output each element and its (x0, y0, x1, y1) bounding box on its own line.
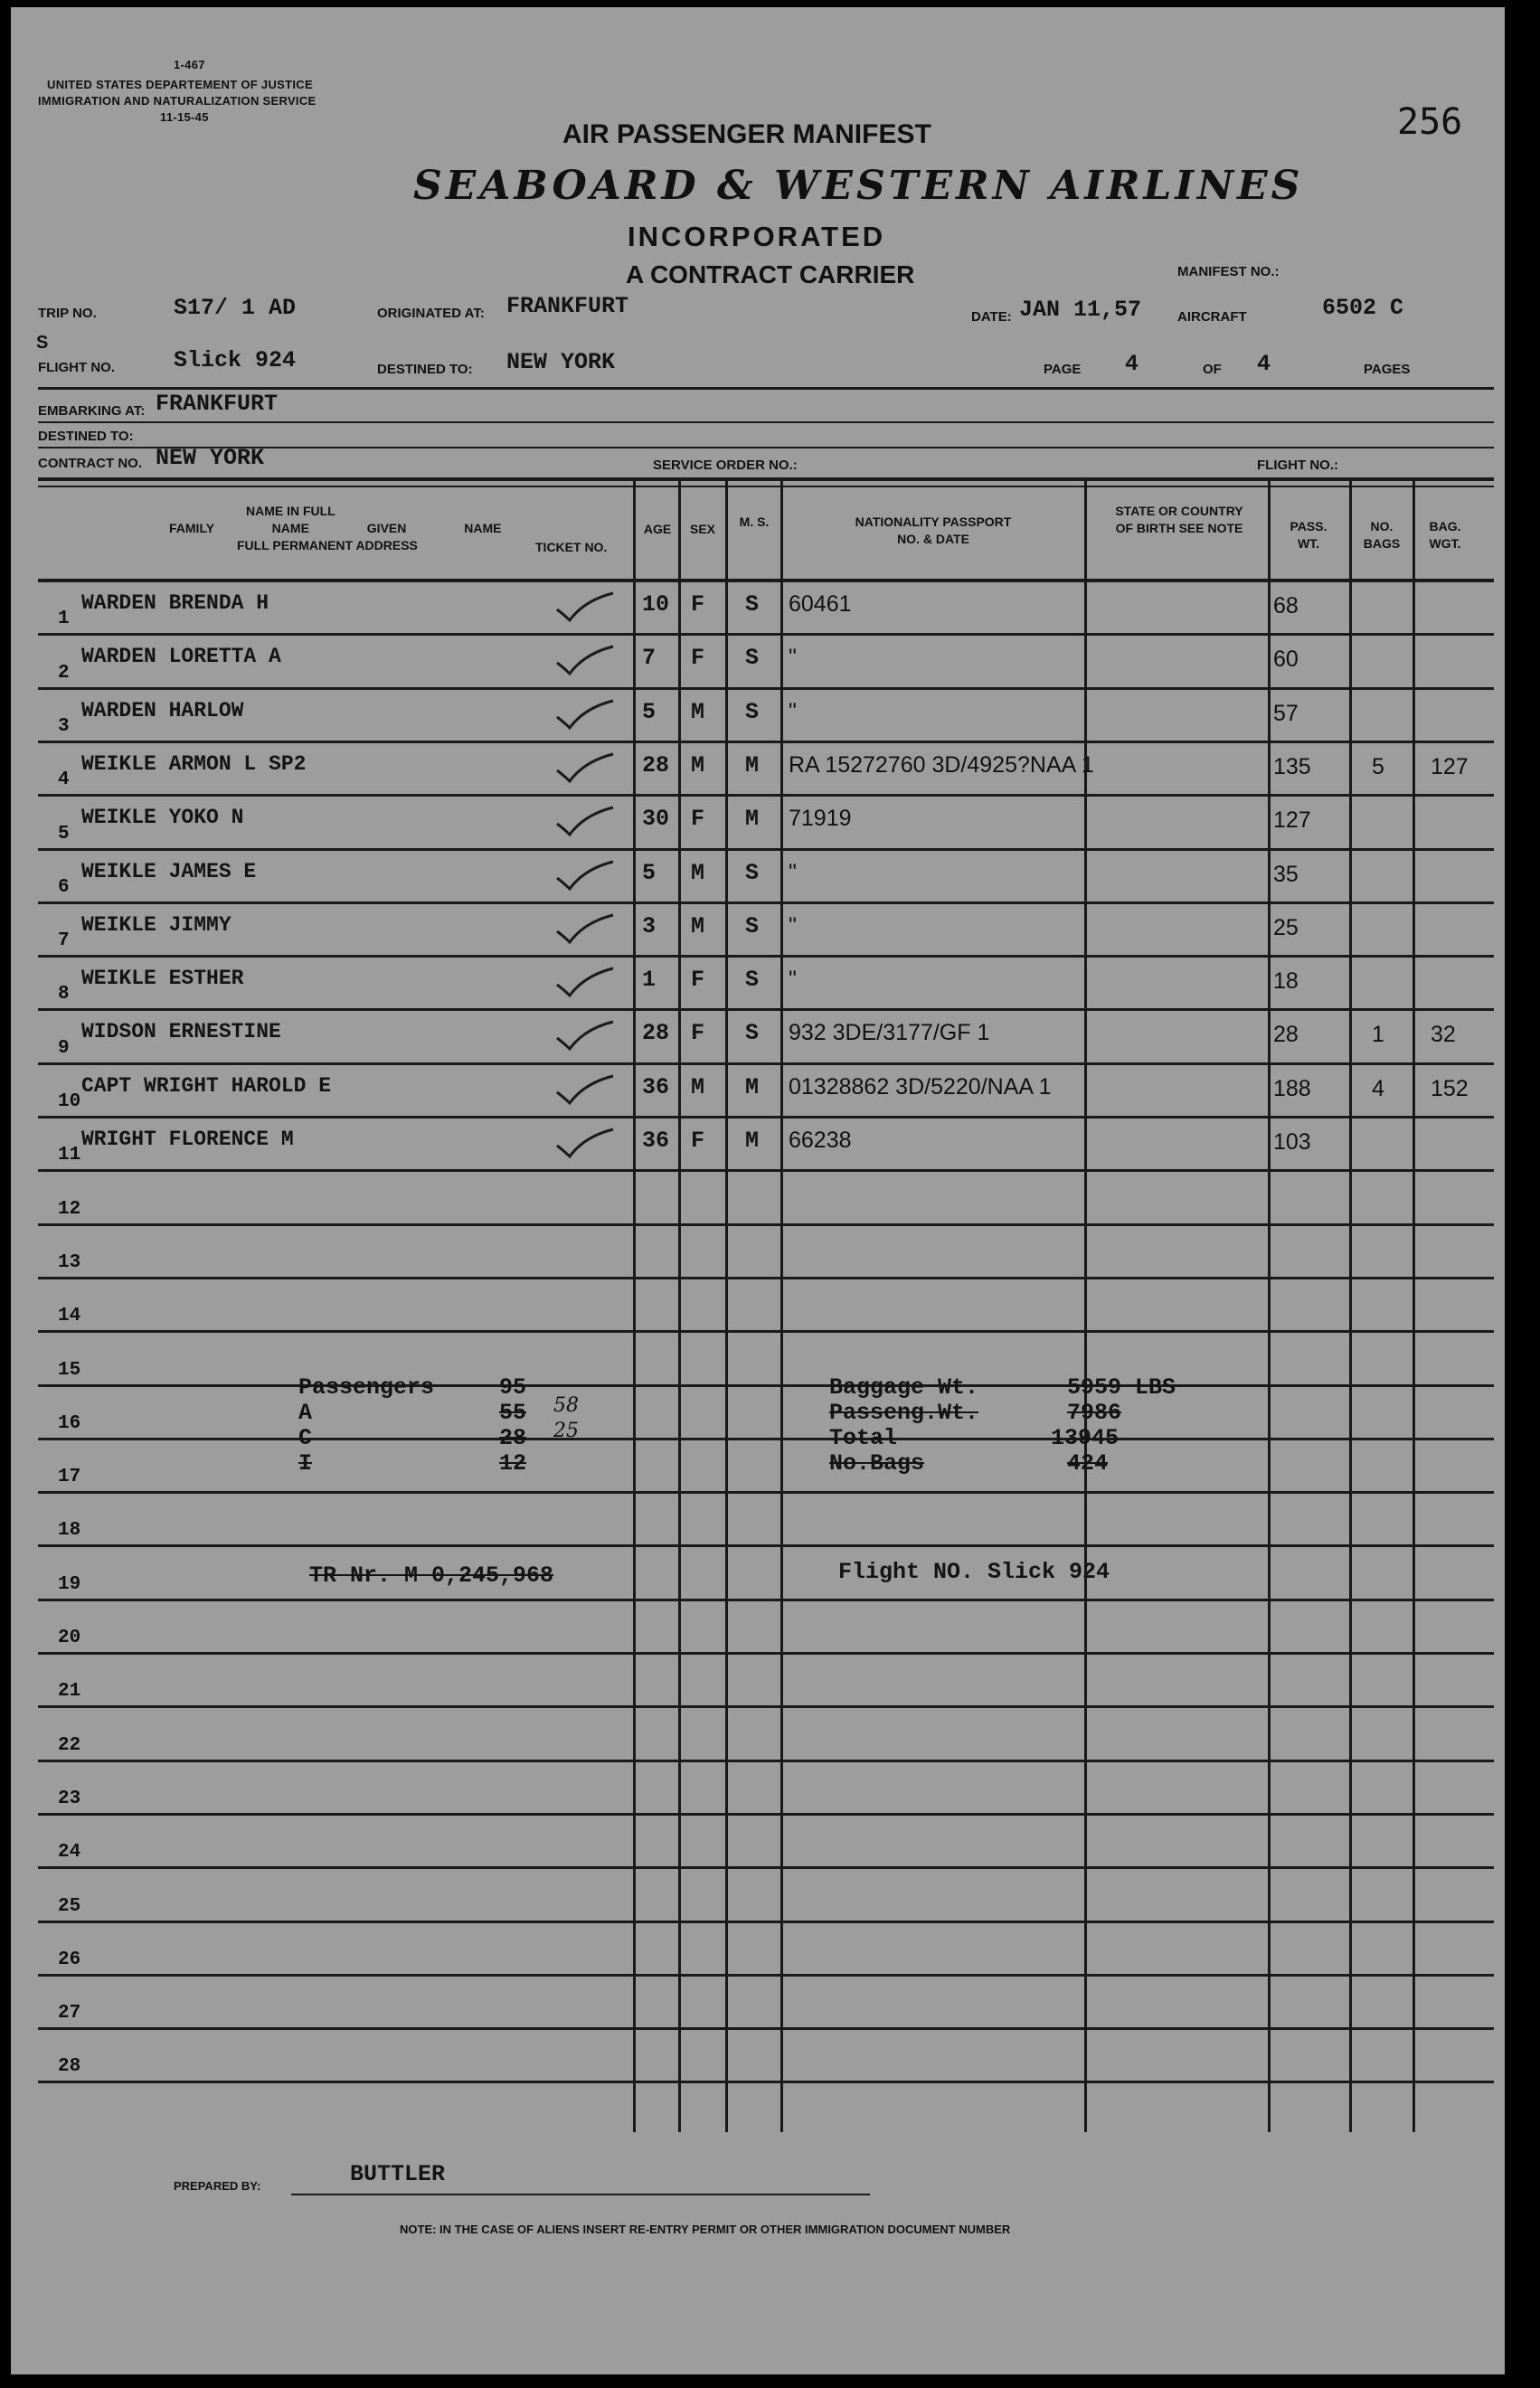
originated-label: ORIGINATED AT: (377, 306, 485, 321)
passenger-age: 7 (642, 645, 657, 672)
col-line (780, 481, 783, 2132)
header-state: STATE OR COUNTRY OF BIRTH SEE NOTE (1115, 504, 1243, 535)
passenger-age: 36 (642, 1128, 670, 1154)
passenger-age: 30 (642, 806, 670, 833)
col-line (725, 481, 728, 2132)
passenger-name: WEIKLE ESTHER (81, 967, 244, 991)
passenger-bag-weight: 152 (1431, 1075, 1469, 1101)
row-rule (38, 633, 1494, 636)
flight-no-label: FLIGHT NO. (38, 360, 115, 375)
row-rule (38, 1705, 1494, 1708)
passenger-name: WARDEN LORETTA A (81, 645, 281, 669)
col-line (1412, 481, 1415, 2132)
passenger-sex: F (691, 806, 705, 833)
header-name-in-full: NAME IN FULL (246, 504, 335, 518)
passenger-name: WIDSON ERNESTINE (81, 1020, 281, 1044)
row-rule (38, 1008, 1494, 1011)
flight-summary: Flight NO. Slick 924 (838, 1559, 1110, 1585)
row-rule (38, 1974, 1494, 1977)
of-value: 4 (1257, 351, 1271, 377)
passenger-name: WARDEN HARLOW (81, 698, 244, 722)
passenger-ms: S (745, 967, 760, 994)
passenger-weight: 103 (1273, 1129, 1311, 1155)
passenger-ms: M (745, 806, 760, 833)
row-number: 21 (58, 1681, 81, 1703)
row-rule (38, 1544, 1494, 1547)
passenger-name: WRIGHT FLORENCE M (81, 1128, 294, 1151)
passenger-ms: M (745, 1073, 760, 1100)
passenger-passport: 932 3DE/3177/GF 1 (789, 1020, 990, 1046)
passenger-bags: 5 (1372, 753, 1384, 779)
department-line: UNITED STATES DEPARTEMENT OF JUSTICE (47, 78, 313, 91)
page-label: PAGE (1044, 362, 1082, 377)
baggage-wt-label: Baggage Wt. (829, 1374, 979, 1401)
incorporated-label: INCORPORATED (628, 221, 886, 252)
passenger-passport: " (789, 912, 797, 939)
row-rule (38, 1277, 1494, 1279)
tick-mark-icon (553, 641, 617, 677)
passenger-weight: 127 (1273, 807, 1311, 834)
row-number: 2 (58, 662, 70, 684)
tr-number: TR Nr. M 0,245,968 (309, 1562, 554, 1589)
prepared-by-label: PREPARED BY: (174, 2179, 261, 2193)
header-nationality: NATIONALITY PASSPORT NO. & DATE (855, 514, 1012, 546)
passenger-age: 5 (642, 859, 657, 886)
passenger-passport: 66238 (789, 1128, 852, 1153)
passenger-sex: M (691, 751, 705, 779)
airline-name: SEABOARD & WESTERN AIRLINES (413, 163, 1304, 209)
passenger-age: 28 (642, 1020, 670, 1047)
passenger-weight: 57 (1273, 700, 1299, 726)
tick-mark-icon (553, 1071, 617, 1107)
passenger-weight: 25 (1273, 914, 1299, 940)
row-number: 15 (58, 1359, 81, 1381)
passenger-sex: M (691, 1073, 705, 1100)
row-rule (38, 1491, 1494, 1494)
row-number: 14 (58, 1306, 81, 1327)
row-number: 4 (58, 769, 70, 791)
passenger-age: 5 (642, 698, 657, 725)
row-rule (38, 1760, 1494, 1762)
service-line: IMMIGRATION AND NATURALIZATION SERVICE (38, 94, 317, 108)
class-c-label: C (298, 1425, 313, 1451)
no-bags-value: 424 (1067, 1450, 1109, 1477)
passenger-ms: S (745, 912, 760, 939)
row-number: 6 (58, 876, 70, 898)
row-rule (38, 1599, 1494, 1601)
passenger-age: 1 (642, 967, 657, 994)
row-rule (38, 1223, 1494, 1226)
passenger-weight: 188 (1273, 1075, 1311, 1101)
row-number: 25 (58, 1895, 81, 1917)
row-rule (38, 1438, 1494, 1440)
rule (38, 387, 1494, 390)
row-rule (38, 2027, 1494, 2030)
row-number: 16 (58, 1412, 81, 1434)
header-address: FULL PERMANENT ADDRESS (237, 538, 418, 552)
manifest-sheet (11, 7, 1505, 2374)
rule (38, 421, 1494, 423)
passenger-name: WEIKLE ARMON L SP2 (81, 751, 307, 776)
row-number: 1 (58, 609, 70, 630)
passenger-sex: F (691, 967, 705, 994)
header-pass-wt: PASS. WT. (1290, 519, 1327, 551)
destined-label: DESTINED TO: (377, 362, 473, 377)
row-number: 27 (58, 2003, 81, 2025)
passenger-weight: 135 (1273, 753, 1311, 779)
passenger-name: WARDEN BRENDA H (81, 591, 269, 615)
row-number: 8 (58, 984, 70, 1005)
destined-value: NEW YORK (506, 349, 616, 375)
embarking-label: EMBARKING AT: (38, 403, 146, 419)
contract-value: NEW YORK (156, 445, 265, 471)
service-order-label: SERVICE ORDER NO.: (653, 458, 798, 473)
form-date: 11-15-45 (160, 110, 209, 124)
passenger-weight: 68 (1273, 593, 1299, 618)
aircraft-value: 6502 C (1322, 295, 1404, 321)
row-rule (38, 1330, 1494, 1333)
row-number: 13 (58, 1251, 81, 1273)
row-number: 11 (58, 1145, 81, 1166)
row-rule (38, 901, 1494, 904)
trip-no-label: TRIP NO. (38, 306, 97, 321)
form-number: 1-467 (174, 58, 205, 71)
row-rule (38, 2081, 1494, 2083)
header-rule (38, 579, 1494, 582)
row-number: 10 (58, 1091, 81, 1112)
tick-mark-icon (553, 856, 617, 892)
tick-mark-icon (553, 963, 617, 999)
tick-mark-icon (553, 1124, 617, 1160)
row-rule (38, 1652, 1494, 1655)
row-rule (38, 848, 1494, 851)
row-rule (38, 1116, 1494, 1118)
row-rule (38, 955, 1494, 958)
row-number: 24 (58, 1842, 81, 1864)
destined2-label: DESTINED TO: (38, 429, 134, 444)
embarking-value: FRANKFURT (156, 391, 279, 417)
date-value: JAN 11,57 (1019, 297, 1142, 323)
header-age: AGE (643, 522, 672, 536)
row-number: 17 (58, 1467, 81, 1488)
passenger-ms: M (745, 1128, 760, 1154)
row-number: 20 (58, 1628, 81, 1648)
passenger-sex: M (691, 698, 705, 725)
passenger-weight: 35 (1273, 861, 1299, 887)
row-number: 22 (58, 1734, 81, 1756)
passenger-sex: F (691, 1128, 705, 1154)
col-line (633, 481, 636, 2132)
row-number: 3 (58, 715, 70, 737)
passenger-passport: " (789, 698, 797, 724)
prepared-by-value: BUTTLER (350, 2161, 446, 2187)
class-a-handwritten: 58 (553, 1394, 579, 1417)
flight-prefix: S (36, 333, 49, 353)
row-rule (38, 1169, 1494, 1172)
row-rule (38, 741, 1494, 743)
passengers-label: Passengers (298, 1374, 435, 1401)
passenger-ms: S (745, 1020, 760, 1047)
flight-no-value: Slick 924 (174, 347, 297, 373)
passenger-weight: 18 (1273, 968, 1299, 995)
passenger-name: WEIKLE JAMES E (81, 859, 257, 883)
passenger-passport: " (789, 645, 797, 671)
passenger-weight: 60 (1273, 647, 1299, 673)
passeng-wt-value: 7986 (1067, 1400, 1122, 1426)
row-rule (38, 1384, 1494, 1387)
class-a-label: A (298, 1400, 313, 1426)
passenger-ms: S (745, 698, 760, 725)
rule-heavy (38, 477, 1494, 481)
no-bags-label: No.Bags (829, 1450, 925, 1477)
row-number: 5 (58, 823, 70, 845)
baggage-wt-value: 5959 LBS (1067, 1374, 1176, 1401)
page-value: 4 (1125, 351, 1139, 377)
passenger-passport: " (789, 859, 797, 885)
passengers-value: 95 (499, 1374, 527, 1401)
header-no-bags: NO. BAGS (1363, 519, 1401, 551)
date-label: DATE: (971, 309, 1012, 325)
manifest-no-label: MANIFEST NO.: (1177, 264, 1280, 279)
passenger-sex: F (691, 591, 705, 618)
passenger-sex: F (691, 1020, 705, 1047)
passenger-ms: M (745, 751, 760, 779)
row-number: 26 (58, 1949, 81, 1970)
aircraft-label: AIRCRAFT (1177, 309, 1247, 325)
tick-mark-icon (553, 749, 617, 785)
pages-label: PAGES (1364, 362, 1411, 377)
class-i-value: 12 (499, 1450, 527, 1477)
row-rule (38, 794, 1494, 797)
total-value: 13945 (1051, 1425, 1120, 1451)
header-ms: M. S. (739, 514, 770, 529)
tick-mark-icon (553, 910, 617, 946)
row-number: 7 (58, 930, 70, 952)
passenger-ms: S (745, 645, 760, 672)
row-number: 19 (58, 1573, 81, 1595)
col-line (1268, 481, 1271, 2132)
passeng-wt-label: Passeng.Wt. (829, 1400, 979, 1426)
flight-no2-label: FLIGHT NO.: (1257, 458, 1338, 473)
passenger-ms: S (745, 591, 760, 618)
passenger-sex: M (691, 859, 705, 886)
passenger-name: WEIKLE JIMMY (81, 912, 231, 937)
row-rule (38, 1866, 1494, 1869)
row-number: 12 (58, 1198, 81, 1220)
tick-mark-icon (553, 588, 617, 624)
footer-note: NOTE: IN THE CASE OF ALIENS INSERT RE-ENTRY PERMIT OR OTHER IMMIGRATION DOCUMENT NUMBER (400, 2223, 1011, 2236)
tick-mark-icon (553, 1016, 617, 1052)
row-number: 28 (58, 2056, 81, 2078)
row-number: 23 (58, 1788, 81, 1809)
passenger-bags: 1 (1372, 1022, 1384, 1048)
passenger-age: 28 (642, 751, 670, 779)
passenger-name: CAPT WRIGHT HAROLD E (81, 1073, 332, 1098)
passenger-ms: S (745, 859, 760, 886)
row-rule (38, 1062, 1494, 1065)
passenger-name: WEIKLE YOKO N (81, 806, 244, 830)
row-rule (38, 1813, 1494, 1816)
passenger-passport: RA 15272760 3D/4925?NAA 1 (789, 751, 1094, 778)
passenger-sex: F (691, 645, 705, 672)
class-c-handwritten: 25 (553, 1420, 579, 1442)
passenger-sex: M (691, 912, 705, 939)
row-number: 18 (58, 1520, 81, 1542)
trip-no-value: S17/ 1 AD (174, 295, 297, 321)
row-rule (38, 1921, 1494, 1923)
passenger-bags: 4 (1372, 1075, 1384, 1101)
contract-carrier-label: A CONTRACT CARRIER (626, 260, 915, 288)
passenger-age: 10 (642, 591, 670, 618)
prepared-by-line (291, 2194, 870, 2195)
header-family-given: FAMILY NAME GIVEN NAME (169, 521, 502, 535)
row-rule (38, 687, 1494, 690)
row-number: 9 (58, 1037, 70, 1059)
col-line (678, 481, 681, 2132)
passenger-passport: 71919 (789, 806, 852, 832)
class-a-value: 55 (499, 1400, 527, 1426)
contract-label: CONTRACT NO. (38, 456, 142, 471)
rule (38, 486, 1494, 487)
col-line (1349, 481, 1352, 2132)
passenger-passport: 60461 (789, 591, 852, 617)
passenger-passport: " (789, 967, 797, 993)
header-bag-wgt: BAG. WGT. (1429, 519, 1461, 551)
of-label: OF (1203, 362, 1222, 377)
tick-mark-icon (553, 695, 617, 732)
header-ticket: TICKET NO. (535, 540, 608, 554)
passenger-age: 3 (642, 912, 657, 939)
class-c-value: 28 (499, 1425, 527, 1451)
header-sex: SEX (689, 522, 715, 536)
tick-mark-icon (553, 802, 617, 838)
originated-value: FRANKFURT (506, 293, 629, 319)
passenger-passport: 01328862 3D/5220/NAA 1 (789, 1073, 1052, 1100)
passenger-bag-weight: 127 (1431, 753, 1469, 779)
col-line (1084, 481, 1087, 2132)
passenger-weight: 28 (1273, 1022, 1299, 1048)
passenger-age: 36 (642, 1073, 670, 1100)
passenger-bag-weight: 32 (1431, 1022, 1456, 1048)
total-label: Total (829, 1425, 898, 1451)
class-i-label: I (298, 1450, 313, 1477)
document-title: AIR PASSENGER MANIFEST (562, 119, 931, 149)
page-stamp: 256 (1397, 101, 1463, 143)
